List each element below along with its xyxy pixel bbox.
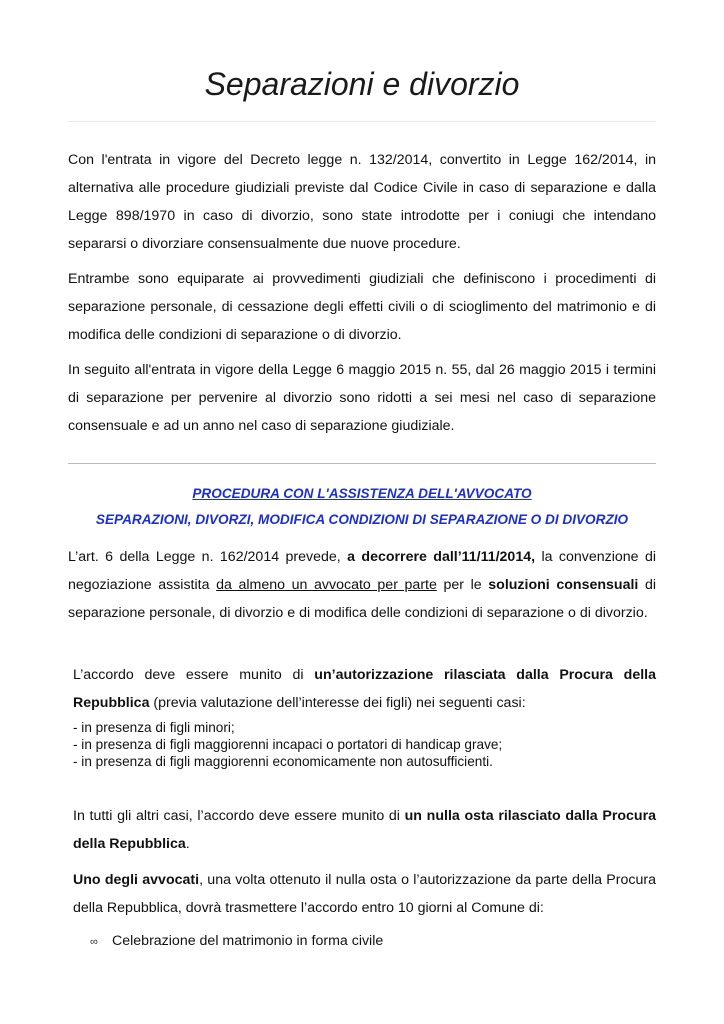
intro-paragraph: Con l'entrata in vigore del Decreto legge n. 132/2014, convertito in Legge 162/2014, in alternativa alle procedure giudiziali previste dal Codice Civile in caso di separazione e dalla Legge 898/1970 in caso di divorzio, sono state introdotte per i coniugi che intendano separarsi o divorziare consensualmente due nuove procedure.: [68, 152, 656, 252]
section-heading: PROCEDURA CON L'ASSISTENZA DELL'AVVOCATO: [192, 486, 532, 501]
list-item-label: Celebrazione del matrimonio in forma civile: [112, 933, 384, 949]
page-title: Separazioni e divorzio: [204, 66, 520, 102]
intro-paragraph: Entrambe sono equiparate ai provvedimenti giudiziali che definiscono i procedimenti di separazione personale, di cessazione degli effetti civili o di scioglimento del matrimonio e di modifica delle condizioni di separazione o di divorzio.: [68, 271, 656, 343]
infinity-bullet-icon: ∞: [90, 936, 98, 948]
list-item: - in presenza di figli maggiorenni incapaci o portatori di handicap grave;: [73, 737, 503, 752]
art6-paragraph: L’art. 6 della Legge n. 162/2014 prevede, a decorrere dall’11/11/2014, la convenzione di negoziazione assistita da almeno un avvocato per parte per le soluzioni consensuali di separazione personale, di divorzio e di modifica delle condizioni di separazione o di divorzio.: [68, 549, 657, 621]
list-item: - in presenza di figli minori;: [73, 720, 235, 735]
intro-paragraph: In seguito all'entrata in vigore della Legge 6 maggio 2015 n. 55, dal 26 maggio 2015 i termini di separazione per pervenire al divorzio sono ridotti a sei mesi nel caso di separazione consensuale e ad un anno nel caso di separazione giudiziale.: [68, 362, 656, 434]
title-divider: [68, 121, 656, 122]
section-subheading: SEPARAZIONI, DIVORZI, MODIFICA CONDIZIONI DI SEPARAZIONE O DI DIVORZIO: [95, 512, 629, 527]
section-divider: [68, 463, 656, 464]
nulla-osta-paragraph: In tutti gli altri casi, l’accordo deve essere munito di un nulla osta rilasciato dalla Procura della Repubblica.: [73, 808, 656, 852]
list-item: - in presenza di figli maggiorenni economicamente non autosufficienti.: [73, 754, 493, 769]
intro-section: [68, 146, 656, 447]
lawyer-paragraph: Uno degli avvocati, una volta ottenuto il nulla osta o l’autorizzazione da parte della Procura della Repubblica, dovrà trasmettere l’accordo entro 10 giorni al Comune di:: [73, 872, 656, 916]
authorization-paragraph: L’accordo deve essere munito di un’autorizzazione rilasciata dalla Procura della Repubblica (previa valutazione dell’interesse dei figli) nei seguenti casi:: [73, 667, 656, 711]
cases-list: [73, 719, 656, 770]
list-item: [90, 930, 383, 953]
